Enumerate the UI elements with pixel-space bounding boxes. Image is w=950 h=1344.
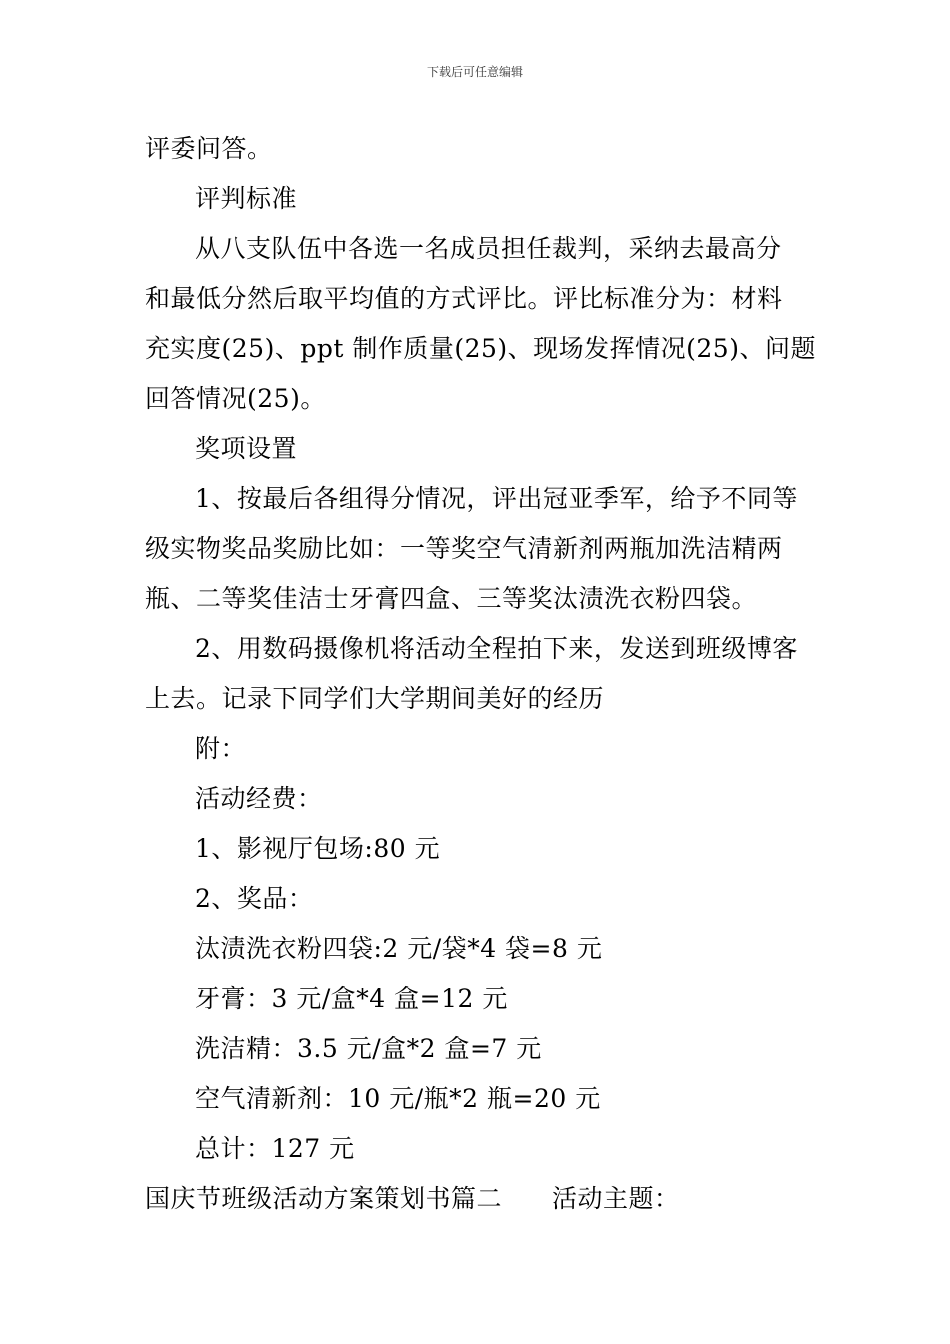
section-subtitle: 活动主题： (552, 1184, 680, 1213)
section-heading-awards: 奖项设置 (195, 434, 298, 463)
section-heading-judging-criteria: 评判标准 (195, 184, 298, 213)
budget-total: 总计：127 元 (195, 1134, 355, 1163)
paragraph-line: 评委问答。 (145, 134, 273, 163)
budget-item: 牙膏：3 元/盒*4 盒=12 元 (195, 984, 508, 1013)
appendix-label: 附： (195, 734, 247, 763)
section-heading-budget: 活动经费： (195, 784, 323, 813)
paragraph-line: 上去。记录下同学们大学期间美好的经历 (145, 684, 605, 713)
paragraph-line: 从八支队伍中各选一名成员担任裁判，采纳去最高分 (195, 234, 782, 263)
paragraph-line: 2、用数码摄像机将活动全程拍下来，发送到班级博客 (195, 634, 798, 663)
budget-item: 汰渍洗衣粉四袋:2 元/袋*4 袋=8 元 (195, 934, 603, 963)
paragraph-line: 回答情况(25)。 (145, 384, 326, 413)
document-body (145, 124, 816, 1224)
section-title: 国庆节班级活动方案策划书篇二 (145, 1184, 503, 1213)
budget-item: 洗洁精：3.5 元/盒*2 盒=7 元 (195, 1034, 542, 1063)
paragraph-line: 级实物奖品奖励比如：一等奖空气清新剂两瓶加洗洁精两 (145, 534, 783, 563)
paragraph-line: 1、按最后各组得分情况，评出冠亚季军，给予不同等 (195, 484, 798, 513)
paragraph-line: 充实度(25)、ppt 制作质量(25)、现场发挥情况(25)、问题 (145, 334, 816, 363)
budget-item: 1、影视厅包场:80 元 (195, 834, 441, 863)
page-header: 下载后可任意编辑 (426, 65, 523, 79)
section-title-line (145, 1174, 810, 1224)
paragraph-line: 和最低分然后取平均值的方式评比。评比标准分为：材料 (145, 284, 783, 313)
budget-item: 空气清新剂：10 元/瓶*2 瓶=20 元 (195, 1084, 601, 1113)
budget-item: 2、奖品： (195, 884, 314, 913)
paragraph-line: 瓶、二等奖佳洁士牙膏四盒、三等奖汰渍洗衣粉四袋。 (145, 584, 758, 613)
